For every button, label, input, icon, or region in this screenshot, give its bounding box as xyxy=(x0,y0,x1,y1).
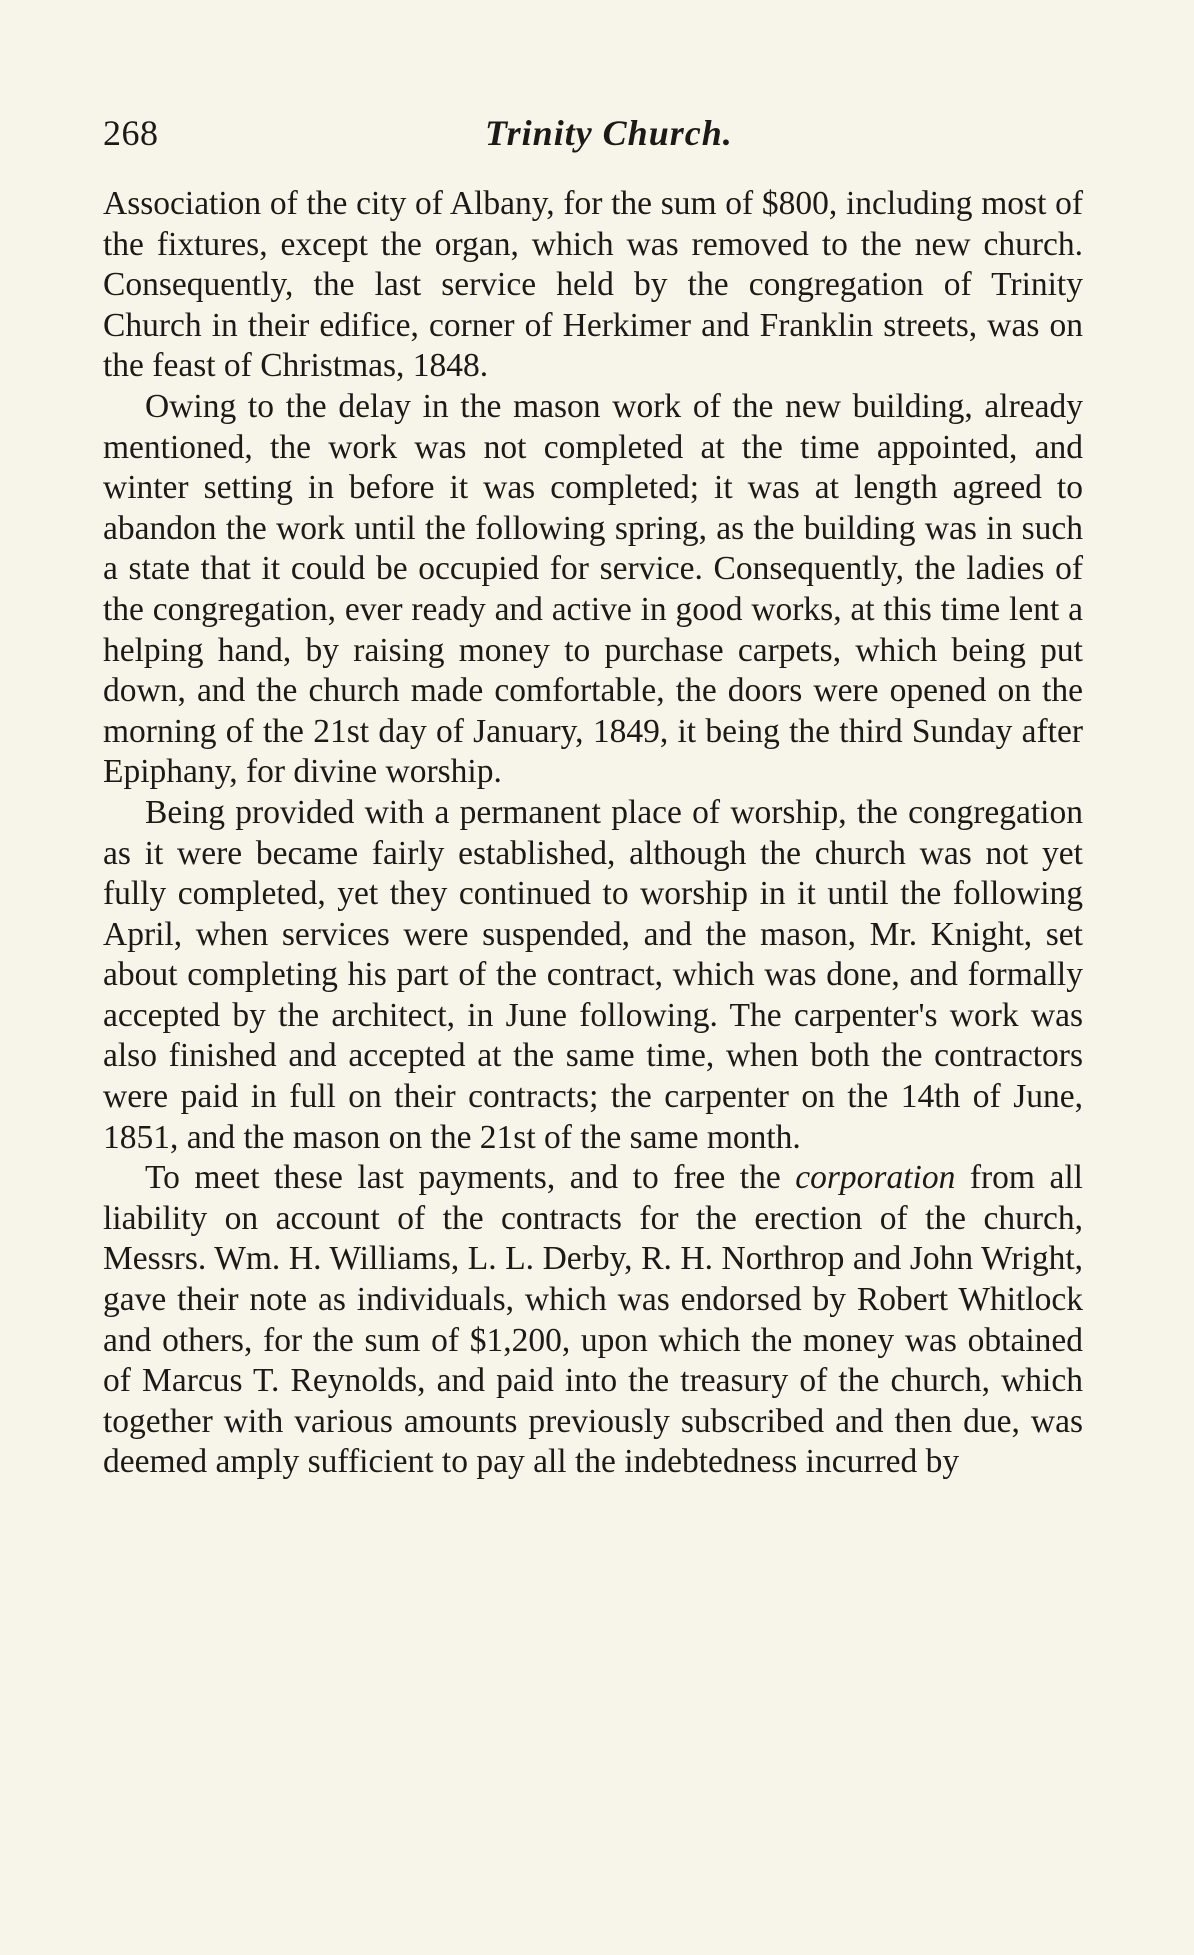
paragraph-4-start: To meet these last payments, and to free the xyxy=(145,1159,796,1197)
page-number: 268 xyxy=(103,113,159,153)
paragraph-4 xyxy=(103,1158,1083,1483)
italic-word-corporation: corporation xyxy=(795,1159,956,1197)
paragraph-4-end: from all liability on account of the contracts for the erection of the church, Messrs. Wm. H. Williams, L. L. Derby, R. H. Northrop and John Wright, gave their note as individuals, which was endorsed by Robert Whitlock and others, for the sum of $1,200, upon which the money was obtained of Marcus T. Reynolds, and paid into the treasury of the church, which together with various amounts previously subscribed and then due, was deemed amply sufficient to pay all the indebtedness incurred by xyxy=(103,1159,1083,1481)
paragraph-3: Being provided with a permanent place of worship, the congregation as it were became fairly established, although the church was not yet fully completed, yet they continued to worship in it until the following April, when services were suspended, and the mason, Mr. Knight, set about completing his part of the contract, which was done, and formally accepted by the architect, in June following. The carpenter's work was also finished and accepted at the same time, when both the contractors were paid in full on their contracts; the carpenter on the 14th of June, 1851, and the mason on the 21st of the same month. xyxy=(103,793,1083,1156)
paragraph-2: Owing to the delay in the mason work of the new building, already mentioned, the work was not completed at the time appointed, and winter setting in before it was completed; it was at length agreed to abandon the work until the following spring, as the building was in such a state that it could be occupied for service. Consequently, the ladies of the congregation, ever ready and active in good works, at this time lent a helping hand, by raising money to purchase carpets, which being put down, and the church made comfortable, the doors were opened on the morning of the 21st day of January, 1849, it being the third Sunday after Epiphany, for divine worship. xyxy=(103,387,1083,791)
body-text xyxy=(103,184,1083,1483)
paragraph-1: Association of the city of Albany, for the sum of $800, including most of the fixtures, except the organ, which was removed to the new church. Consequently, the last service held by the congregation of Trinity Church in their edifice, corner of Herkimer and Franklin streets, was on the feast of Christmas, 1848. xyxy=(103,185,1083,385)
running-head xyxy=(103,108,1083,158)
running-title: Trinity Church. xyxy=(485,113,733,153)
